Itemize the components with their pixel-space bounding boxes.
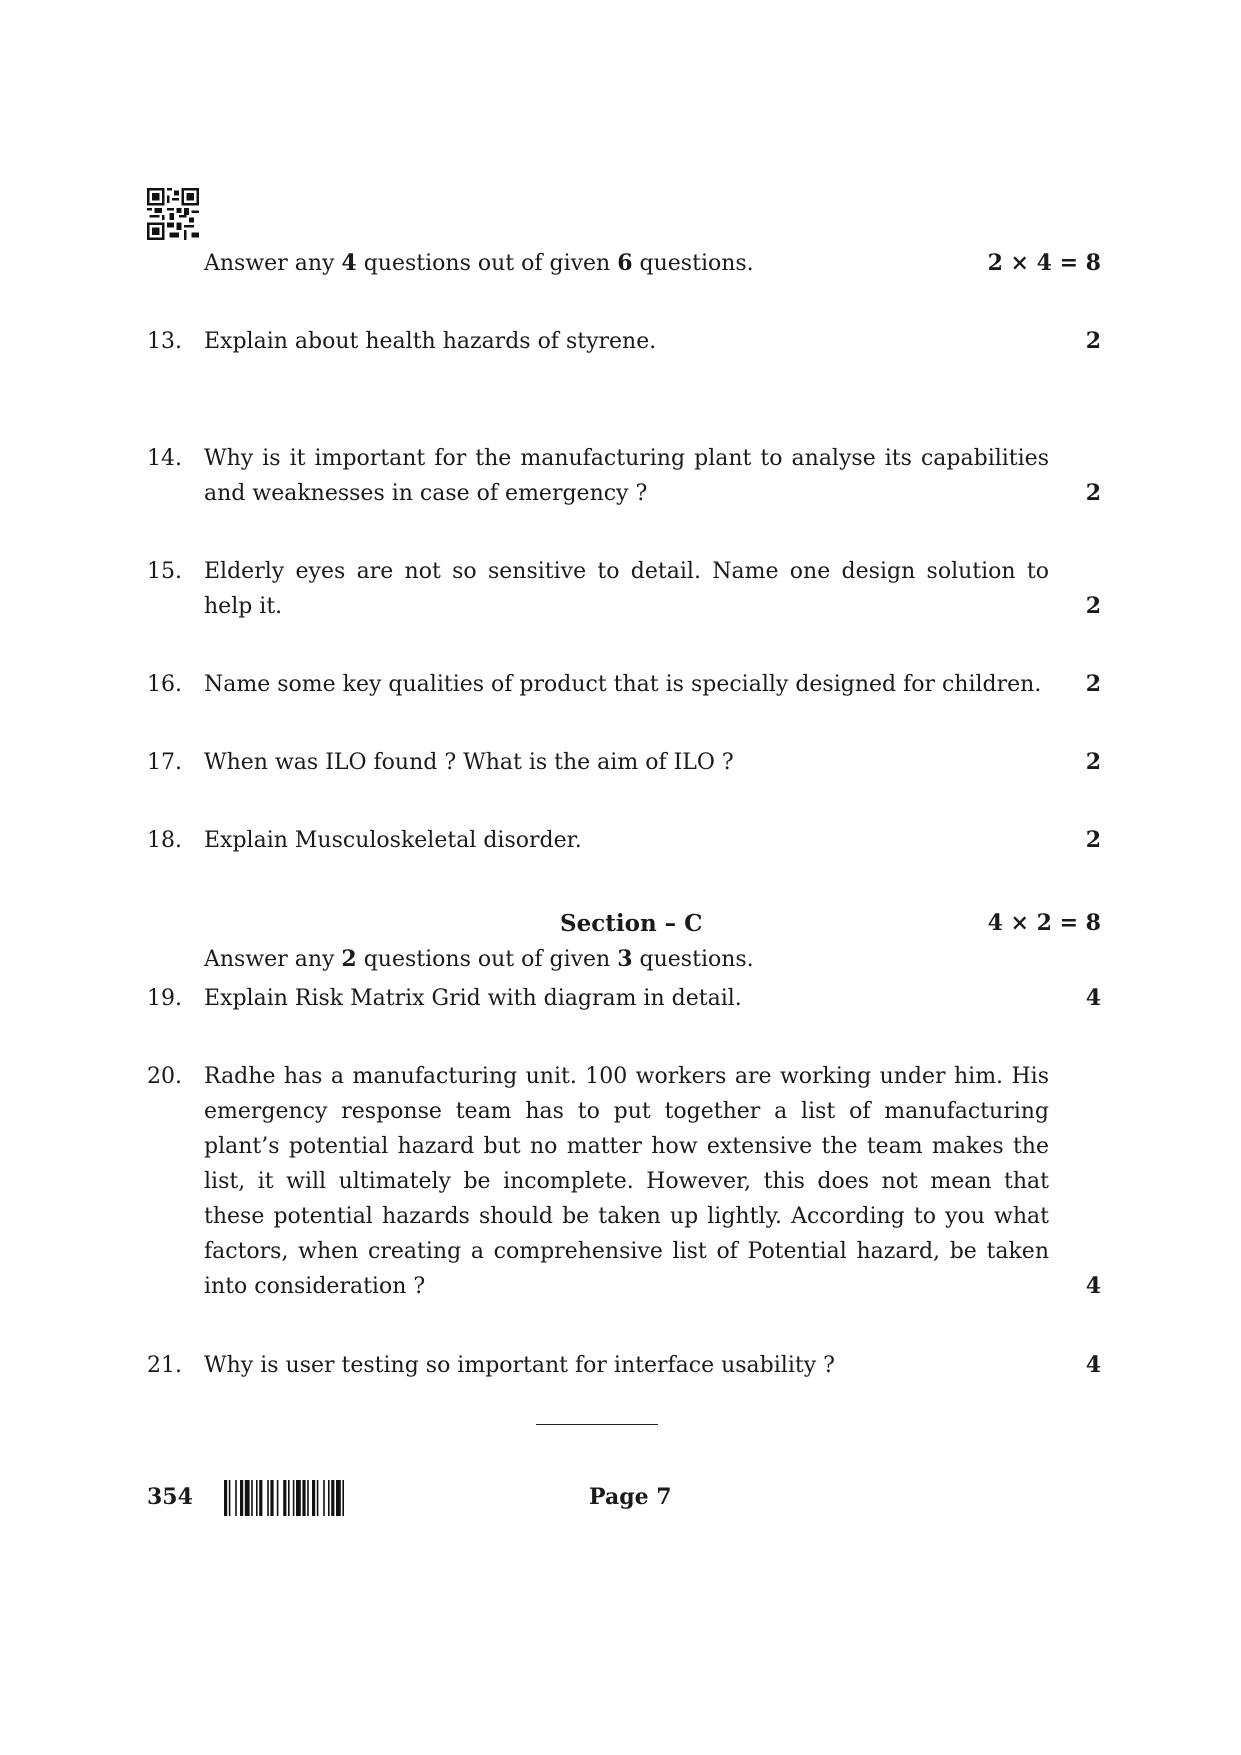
question-number: 17. [147,750,182,775]
section-c-title: Section – C [560,910,703,937]
question-number: 15. [147,559,182,584]
question-marks: 2 [1085,827,1101,853]
question-number: 14. [147,446,182,471]
question-text: Name some key qualities of product that is specially designed for children. [204,672,1042,697]
page-number: Page 7 [589,1484,672,1510]
question-marks: 2 [1085,480,1101,506]
question-text: Elderly eyes are not so sensitive to detail. Name one design solution to help it. [204,559,1049,619]
question-number: 13. [147,329,182,354]
question-number: 21. [147,1353,182,1378]
question-text: Why is it important for the manufacturing plant to analyse its capabilities and weaknesses in case of emergency ? [204,446,1049,506]
question-marks: 2 [1085,671,1101,697]
question-number: 19. [147,986,182,1011]
question-marks: 2 [1085,749,1101,775]
end-divider [536,1424,658,1425]
question-marks: 4 [1085,1352,1101,1378]
question-marks: 4 [1085,985,1101,1011]
section-c-instruction: Answer any 2 questions out of given 3 questions. [204,946,754,972]
question-number: 20. [147,1064,182,1089]
section-b-instruction: Answer any 4 questions out of given 6 questions. [204,250,754,276]
question-marks: 2 [1085,328,1101,354]
paper-code: 354 [147,1484,193,1510]
section-c-marks: 4 × 2 = 8 [987,910,1101,936]
question-text: Radhe has a manufacturing unit. 100 workers are working under him. His emergency response team has to put together a list of manufacturing plant’s potential hazard but no matter how extensive the team makes the list, it will ultimately be incomplete. However, this does not mean that these potential hazards should be taken up lightly. According to you what factors, when creating a comprehensive list of Potential hazard, be taken into consideration ? [204,1064,1049,1299]
question-text: Explain about health hazards of styrene. [204,329,657,354]
question-marks: 4 [1085,1273,1101,1299]
question-text: Explain Musculoskeletal disorder. [204,828,582,853]
qr-code-icon [147,188,199,240]
section-b-marks: 2 × 4 = 8 [987,250,1101,276]
question-text: Explain Risk Matrix Grid with diagram in detail. [204,986,742,1011]
question-text: Why is user testing so important for interface usability ? [204,1353,835,1378]
question-number: 18. [147,828,182,853]
question-number: 16. [147,672,182,697]
barcode-icon [224,1480,392,1516]
question-text: When was ILO found ? What is the aim of ILO ? [204,750,734,775]
question-marks: 2 [1085,593,1101,619]
